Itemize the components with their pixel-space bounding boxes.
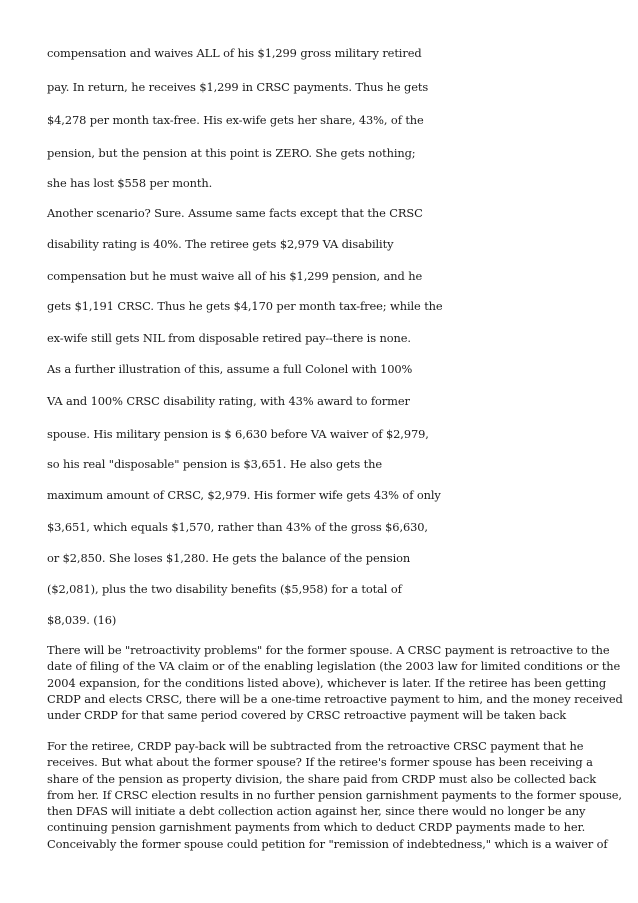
paragraph-line: date of filing of the VA claim or of the enabling legislation (the 2003 law for limited conditions or the: [47, 659, 621, 674]
paragraph-line: share of the pension as property division, the share paid from CRDP must also be collected back: [47, 771, 596, 786]
paragraph-retroactivity: [47, 642, 623, 723]
text-line: ($2,081), plus the two disability benefits ($5,958) for a total of: [47, 582, 402, 596]
text-line: or $2,850. She loses $1,280. He gets the balance of the pension: [47, 551, 411, 565]
paragraph-line: There will be "retroactivity problems" for the former spouse. A CRSC payment is retroactive to the: [47, 643, 610, 657]
text-line: disability rating is 40%. The retiree gets $2,979 VA disability: [47, 237, 394, 251]
text-line: gets $1,191 CRSC. Thus he gets $4,170 per month tax-free; while the: [47, 299, 443, 313]
text-line: spouse. His military pension is $ 6,630 before VA waiver of $2,979,: [47, 427, 429, 441]
paragraph-line: receives. But what about the former spouse? If the retiree's former spouse has been receiving a: [47, 755, 593, 770]
text-line: ex-wife still gets NIL from disposable retired pay--there is none.: [47, 331, 411, 345]
paragraph-line: from her. If CRSC election results in no further pension garnishment payments to the former spouse,: [47, 787, 622, 802]
text-line: As a further illustration of this, assume a full Colonel with 100%: [47, 362, 413, 376]
paragraph-line: CRDP and elects CRSC, there will be a one-time retroactive payment to him, and the money received: [47, 691, 623, 706]
text-line: $8,039. (16): [47, 613, 117, 627]
paragraph-line: under CRDP for that same period covered by CRSC retroactive payment will be taken back: [47, 708, 567, 723]
text-line: pay. In return, he receives $1,299 in CRSC payments. Thus he gets: [47, 80, 429, 94]
text-line: Another scenario? Sure. Assume same facts except that the CRSC: [47, 206, 423, 220]
text-line: $3,651, which equals $1,570, rather than 43% of the gross $6,630,: [47, 520, 428, 534]
paragraph-line: Conceivably the former spouse could petition for "remission of indebtedness," which is a waiver of: [47, 836, 608, 851]
paragraph-line: 2004 expansion, for the conditions listed above), whichever is later. If the retiree has been getting: [47, 675, 607, 690]
text-line: maximum amount of CRSC, $2,979. His former wife gets 43% of only: [47, 488, 441, 502]
text-line: VA and 100% CRSC disability rating, with 43% award to former: [47, 394, 410, 408]
text-line: $4,278 per month tax-free. His ex-wife gets her share, 43%, of the: [47, 113, 424, 127]
text-line: pension, but the pension at this point is ZERO. She gets nothing;: [47, 146, 416, 160]
text-line: so his real "disposable" pension is $3,651. He also gets the: [47, 457, 383, 471]
paragraph-retiree-payback: [47, 738, 622, 852]
text-line: compensation and waives ALL of his $1,299 gross military retired: [47, 46, 422, 60]
paragraph-line: then DFAS will initiate a debt collection action against her, since there would no longer be any: [47, 804, 586, 819]
paragraph-line: For the retiree, CRDP pay-back will be subtracted from the retroactive CRSC payment that he: [47, 739, 584, 753]
text-line: she has lost $558 per month.: [47, 176, 213, 190]
paragraph-line: continuing pension garnishment payments from which to deduct CRDP payments made to her.: [47, 820, 586, 835]
text-line: compensation but he must waive all of his $1,299 pension, and he: [47, 269, 423, 283]
